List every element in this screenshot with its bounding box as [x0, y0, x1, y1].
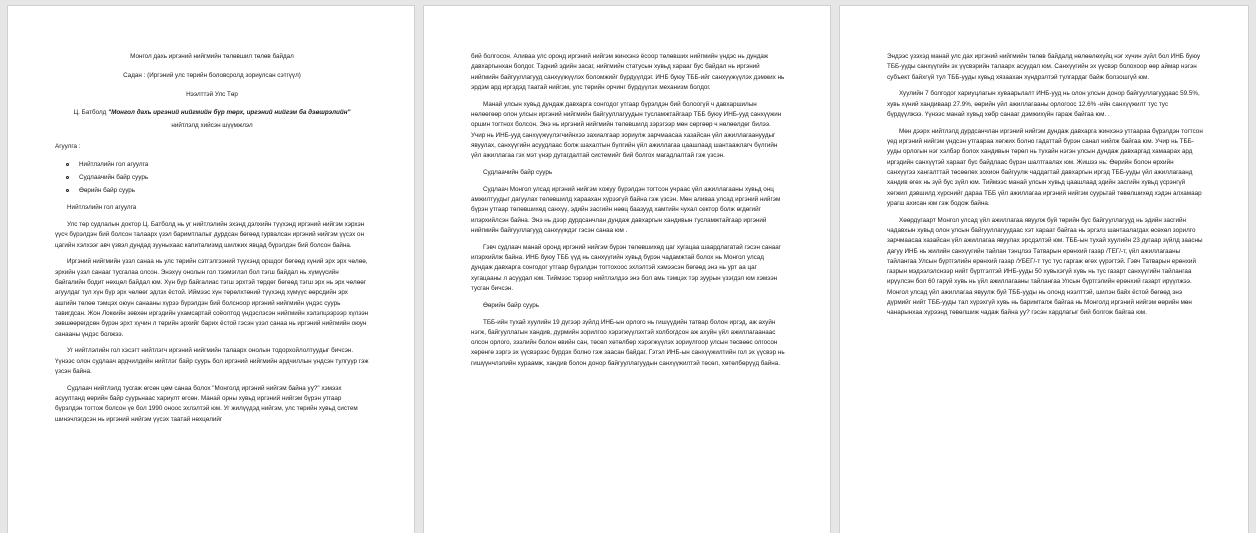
- source-prefix: Ц. Батболд: [73, 109, 109, 117]
- section-heading: Судлаачийн байр суурь: [483, 168, 553, 176]
- body-paragraph: Иргэний нийгмийн үзэл санаа нь улс төрийн сэтгэлгээний түүхэнд оршдог бөгөөд хүний эрх эрх чөлөө, эрхийн үзэл санааг тусгалаа олсон. Энэхүү онолын гол тээмэглэл бол тэгш байдал нь хүмүүсийн байгалийн бодит нөхцөл байдал юм. Хүн бүр байгалиас тэгш эрхтэй төрдөг бөгөөд тэгш эрх нь эрх чөлөөг агуулдаг тул хүн бүр эрх чөлөөг эдлэх ёстой. Иймээс хүн төрөлхтөний түүхэнд хүмүүс өөрсдийн эрх ашгийн төлөө тэмцэх оюун санааны хүрээ бүрэлдэн бий болсноор иргэний нийгмийн үндэс суурь тавигдсан. Жон Локкийн зөвхөн иргэдийн ухамсартай соёолтод үндэслэсэн нийгмийн хэлэлцээрээр хүлээн зөвшөөрөгдсөн бүрэн эрхт хүчин л төрийн эрхийг барих ёстой гэсэн үзэл санаа нь иргэний нийгмийн оюун санааны үндэс болжээ.: [55, 258, 369, 338]
- section-heading: Өөрийн байр суурь: [483, 301, 540, 309]
- body-paragraph: Манай улсын хувьд дундаж давхарга сонгодог утгаар бүрэлдэн бий болоогүй ч давхаршилын нөлөөгөөр олон улсын иргэний нийгмийн байгууллагуудын тусламжтайгаар ТББ буюу ИНБ-ууд санхүүжин оршин тогтнох болсон. Энэ нь иргэний нийгмийн төлөвшилд зэрэгээр мөн сөргөөр ч нөлөөлдөг билээ. Учир нь ИНБ-ууд санхүүжүүлэгчийнхээ захиалгаар зориулж зарчмаасаа хазайсан үйл ажиллагаануудыг явуулах, санхүүгийн асуудлаас болж шахалтын бүлгийн үйл ажиллагаа цаашлаад шантаажлагч бүлгийн үйл ажиллагаа гэх мэт үнэр дутагдалтай системийг бий болгох магадлалтай гэж үзсэн.: [471, 100, 782, 160]
- document-title: Монгол дахь иргэний нийгмийн төлөвшил төлөв байдал: [130, 53, 294, 60]
- document-page-1: [8, 6, 414, 533]
- source-italic-title: "Монгол дахь иргэний нийгмийн бүр төрх, иргэний нийгэм ба дэвшрэлийн": [108, 109, 351, 117]
- toc-item: [79, 171, 369, 184]
- toc-item-label: Өөрийн байр суурь: [79, 187, 136, 195]
- body-paragraph: Эндээс үзэхэд манай улс дах иргэний нийгмийн төлөв байдалд нөлөөлөхүйц нэг хүчин зүйл бол ИНБ буюу ТББ-ууды санхүүгийн эх үүсвэрийн талаарх асуудал юм. Санхүүгийн эх үүсвэр болохоор өөр аймар нэгэн субъект байхгүй тул ТББ-ууды хувьд хязаахан хүндрэлтэй тулгардаг байж болзошгүй юм.: [887, 53, 1201, 81]
- toc-item: [79, 184, 369, 197]
- body-paragraph: Судлаач Монгол улсад иргэний нийгэм хожуу бүрэлдэн тогтсон учраас үйл ажиллагааны хувьд онц амжилтуудыг дагуулах төлөвшилд хараахан хүрээгүй байна гэж үзсэн. Мөн аливаа улсад иргэний нийгэм бүрэн утгаар төлөвшихөд санхүү, эдийн засгийн нөөц баазууд хамтийн чухал сектор болж өгдөгийг илэрхийлсэн байна. Энэ нь дээр дурдсанчлан дундаж давхаргын хандивын тусламжтайгаар иргэний нийгмийн байгууллагууд санхүүждэг гэсэн санаа юм .: [471, 185, 781, 234]
- toc-list: [55, 158, 369, 197]
- body-paragraph: Хөөрдүгаарт Монгол улсад үйл ажиллагаа явуулж буй төрийн бус байгууллагууд нь эдийн засгийн чадавхын хувьд олон улсын байгууллагуудаас хэт хараат байгаа нь эргэлз шантаалагдах өсөхөл зорилго зарчмаасаа хазайсан үйл ажиллагаа явуулах эрсдэлтэй юм. ТББ-ын тухай хуулийн 23 дугаар зүйлд заасны дагуу ИНБ нь жилийн санхүүгийн тайлан тэнцлээ Татварын ерөнхий газар /ТЕГ/-т, үйл ажиллагааны тайлангаа Улсын бүртгэлийн ерөнхий газар /УБЕГ/-т тус тус гаргаж өгөх үүрэгтэй. Гэвч Татварын ерөнхий газрын мэдээлэлснээр нийт бүртгэлтэй ИНБ-ууды 50 хувьхэгүй хувь нь тус газарт санхүүгийн тайлангаа ирүүлсэн бол 60 гаруй хувь нь үйл ажиллагааны тайлангаа Улсын бүртгэлийн ерөнхий газарт ирүүлжээ. Монгол улсад үйл ажиллагаа явуулж буй ТББ-ууды нь олонд нээлттэй, шилэн байх ёстой бөгөөд энэ дүрмийг нийт ТББ-ууды тал хүрэхгүй хувь нь баримталж байгаа нь Монголд иргэний нийгэм өөрийн мөн чанарынхаа хүрээнд төвөлшиж чадаж байна уу? гэсэн хардлагыг бий болгож байгаа юм.: [887, 216, 1203, 317]
- body-paragraph: Хуулийн 7 болгодог хариуцлагын хуваарьлалт ИНБ-ууд нь олон улсын донор байгууллагуудаас 59.5%, хувь хүний хандиваар 27.9%, өөрийн үйл ажиллагааны орлогоос 12.6% -ийн санхүүжилт тус тус бүрдүүлжээ. Үүнээс манай хувьд хөбр санааг дэмжихүйн гараж байгаа юм. .: [887, 90, 1200, 118]
- page-3-content: [887, 52, 1203, 325]
- document-source-suffix: нийтлэлд хийсэн шүүмжлэл: [171, 121, 253, 129]
- document-source: [55, 108, 369, 118]
- body-paragraph: ТББ-ийн тухай хуулийн 19 дүгээр зүйлд ИНБ-ын орлого нь гишүүдийн татвар болон иргэд, аж ахуйн нэгж, байгууллагын хандив, дүрмийн зорилгоо хэрэгжүүлэхтэй холбогдсон аж ахуйн үйл ажиллагаанаас олсон орлого, зээлийн болон өвийн сан, төсөл хөтөлбөр хэрэгжүүлэх зориулгоор улсын төсвөөс олгосон хөрөнгө зэргэ эх үүсвэрээс бүрдэх болно гэж заасан байдаг. Гэтэл ИНБ-ын санхүүжилтийн гол эх үүсвэр нь гишүүнчлэлийн хураамж, хандив болон донор байгууллагуудын санхүүжилтэй төсөл, хөтөлбөрүүд байна.: [471, 318, 785, 367]
- section-heading: Нийтлэлийн гол агуулга: [67, 204, 137, 212]
- document-author: Нээлттэй Улс Төр: [186, 90, 238, 98]
- toc-item: [79, 158, 369, 171]
- document-subtitle: Садан : (Иргэний улс төрийн боловсролд зориулсан сэтгүүл): [123, 71, 301, 79]
- document-page-3: [840, 6, 1248, 533]
- body-paragraph: Судлаач нийтлэлд тусгаж өгсөн цөм санаа болох "Монголд иргэний нийгэм байна уу?" хэмээх асуултанд өөрийн байр суурьнаас хариулт өгсөн. Манай орны хувьд иргэний нийгэм бүрэн утгаар бүрэлдэн тогтож болсон үе бол 1990 оноос эхлэлтэй юм. Уг жилүүдэд нийгэм, улс төрийн хувьд систем шинэчлэгдсэн нь иргэний нийгэм үүсэх таатай нөхцөлийг: [55, 384, 358, 423]
- body-paragraph: Гэвч судлаач манай оронд иргэний нийгэм бүрэн төлөвшихөд цаг хугацаа шаардлагатай гэсэн санааг илэрхийлж байна. ИНБ буюу ТББ үүд нь санхүүгийн хувьд бүрэн чадамжтай болох нь Монгол улсад дундаж давхарга сонгодог утгаар бүрэлдэн тогтохоос эхлэлтэй хэмээсэн бөгөөд энэ нь урт аа цаг хугацааны л асуудал юм. Тиймээс тэрээр нийтлэлдээ энэ бол амь тэмцэх тэр зуурын үзэгдэл юм хэмээн тусган бичсэн.: [471, 243, 782, 292]
- toc-label: Агуулга :: [55, 142, 81, 150]
- page-1-content: [55, 52, 369, 431]
- body-paragraph: Улс төр судлалын доктор Ц. Батболд нь уг нийтлэлийн эхэнд дэлхийн түүхэнд иргэний нийгэм хэрхэн үүсч бүрэлдэн бий болсон талаарх үзэл баримтлалыг дурдсан бөгөөд гурвалсан иргэний нийгэм үүсэх он цагийн хэлхээг авч үзвэл дундад зууныхаас капитализмд шилжих явцад бүрэлдэн бий болсон байна.: [55, 221, 365, 249]
- document-page-2: [424, 6, 830, 533]
- bullet-icon: [66, 163, 69, 166]
- bullet-icon: [66, 189, 69, 192]
- toc-item-label: Нийтлэлийн гол агуулга: [79, 161, 149, 169]
- page-2-content: [471, 52, 785, 376]
- toc-item-label: Судлаачийн байр суурь: [79, 174, 149, 182]
- body-paragraph: Мөн дээрх нийтлэлд дурдсанчлан иргэний нийгэм дундаж давхарга жинхэнэ утгаараа бүрэлдэн тогтсон үед иргэний нийгэм үндсэн утгаараа хөгжих болно гадаттай бүрэн санал нийлж байгаа юм. Учир нь ТББ-ууды орлогын нэг хэлбэр болох хандивын төрөл нь тухайн нэгэн улсын дундаж давхаргад хамаарах ард иргэдийн санхүүтэй хараат бус байдлаас бүрэн шалтгаалах юм. Жишээ нь: Өөрийн болон өрхийн санхүүгээ хангалттай төсөөлөх зохион байгуулж чаддагтай давхаргын иргэд ТББ-ууды үйл ажиллагаанд хандив өгөх нь зүй бус зүйл юм. Тиймээс манай улсын хувьд цаашлаад эдийн засгийн хувьд үсрэнгүй хөгжил дэвшилд хүрснийг дараа ТББ үйл ажиллагаа иргэний нийгэм суурьтай төвөлшихөд хэдэн алхамаар урагш ахисан юм гэж бодож байна.: [887, 127, 1203, 207]
- body-paragraph: Уг нийтлэлийн гол хэсэгт нийтлэгч иргэний нийгмийн талаарх онолын тодорхойлолтуудыг бичсэн. Үүнээс олон судлаач ардчилдийн нийтлэг байр суурь бол иргэний нийгмийн ардчиллын үндсэн тулгуур гэж үзсэн байна.: [55, 347, 369, 375]
- body-paragraph: бий болгосон. Аливаа улс оронд иргэний нийгэм жинхэнэ ёсоор төлөвших нийгмийн үндэс нь дундаж давхаргынхан болдог. Тэдний эдийн засаг, нийгмийн статусын хувьд харааг бус байдал нь иргэний нийгмийн байгууллагууд санхүүжүүлэх боломжийг бүрдүүлдэг. ИНБ буюу ТББ-ийг санхүүжүүлэх дэмжих нь эрдэм ард иргэдэд таатай нийгэм, улс төрийн орчинг бүрдүүлэх механизм болдог.: [471, 53, 785, 91]
- bullet-icon: [66, 176, 69, 179]
